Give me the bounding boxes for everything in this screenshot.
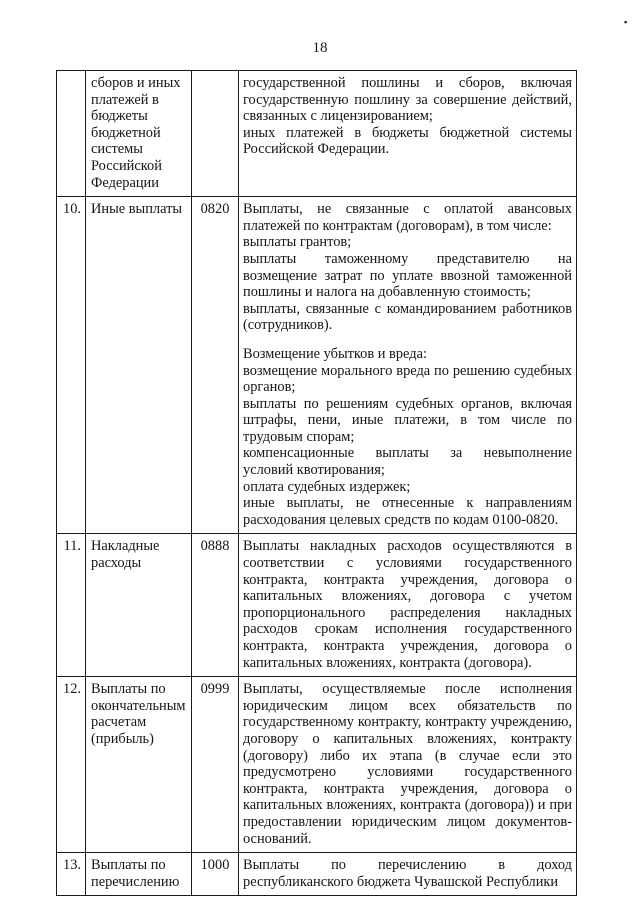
- description-paragraph: Выплаты накладных расходов осуществляются в соответствии с условиями государственного контракта, контракта учреждения, договора о капитальных вложениях, договора с учетом пропорционального распределения накладных расходов срокам исполнения государственного контракта, контракта учреждения, договора о капитальных вложениях, контракта (договора).: [243, 538, 572, 671]
- row-code: 1000: [192, 853, 239, 896]
- description-paragraph: оплата судебных издержек;: [243, 478, 411, 495]
- row-description: [239, 71, 577, 197]
- row-code: 0999: [192, 677, 239, 853]
- table-row: [57, 71, 577, 197]
- description-paragraph: Возмещение убытков и вреда:: [243, 345, 427, 362]
- table-row: [57, 853, 577, 896]
- row-number: [57, 71, 86, 197]
- row-name: сборов и иных платежей в бюджеты бюджетной системы Российской Федерации: [86, 71, 192, 197]
- table-row: [57, 197, 577, 534]
- table-row: [57, 534, 577, 677]
- description-paragraph: Выплаты по перечислению в доход республиканского бюджета Чувашской Республики: [243, 857, 572, 890]
- row-name: Выплаты по окончательным расчетам (прибыль): [86, 677, 192, 853]
- page-number: 18: [312, 40, 328, 56]
- row-code: 0820: [192, 197, 239, 534]
- row-number: 11.: [57, 534, 86, 677]
- row-code: [192, 71, 239, 197]
- row-description: [239, 677, 577, 853]
- row-description: [239, 534, 577, 677]
- description-paragraph: компенсационные выплаты за невыполнение условий квотирования;: [243, 445, 572, 479]
- row-name: Накладные расходы: [86, 534, 192, 677]
- description-paragraph: Выплаты, осуществляемые после исполнения юридическим лицом всех обязательств по государственному контракту, контракту учреждению, договору о капитальных вложениях, контракту (договору) либо их этапа (в случае если это предусмотрено условиями государственного контракта, контракта учреждения, договора о капитальных вложениях, контракта (договора)) и при предоставлении юридическим лицом документов-оснований.: [243, 681, 572, 847]
- description-paragraph: государственной пошлины и сборов, включая государственную пошлину за совершение действий, связанных с лицензированием;: [243, 75, 572, 125]
- row-name: Выплаты по перечислению: [86, 853, 192, 896]
- description-paragraph: возмещение морального вреда по решению судебных органов;: [243, 362, 572, 396]
- row-description: [239, 197, 577, 534]
- row-number: 10.: [57, 197, 86, 534]
- row-number: 12.: [57, 677, 86, 853]
- corner-mark: ▪: [624, 17, 628, 27]
- description-paragraph: выплаты грантов;: [243, 234, 352, 251]
- row-description: [239, 853, 577, 896]
- row-number: 13.: [57, 853, 86, 896]
- description-paragraph: выплаты, связанные с командированием работников (сотрудников).: [243, 300, 572, 334]
- description-paragraph: Выплаты, не связанные с оплатой авансовых платежей по контрактам (договорам), в том числе:: [243, 201, 572, 234]
- description-paragraph: иные выплаты, не отнесенные к направлениям расходования целевых средств по кодам 0100-0820.: [243, 495, 572, 528]
- table-row: [57, 677, 577, 853]
- row-name: Иные выплаты: [86, 197, 192, 534]
- description-paragraph: выплаты таможенному представителю на возмещение затрат по уплате ввозной таможенной пошлины и налога на добавленную стоимость;: [243, 250, 572, 301]
- row-code: 0888: [192, 534, 239, 677]
- description-paragraph: иных платежей в бюджеты бюджетной системы Российской Федерации.: [243, 124, 572, 158]
- payments-table: [56, 70, 577, 896]
- description-paragraph: выплаты по решениям судебных органов, включая штрафы, пени, иные платежи, в том числе по трудовым спорам;: [243, 395, 572, 445]
